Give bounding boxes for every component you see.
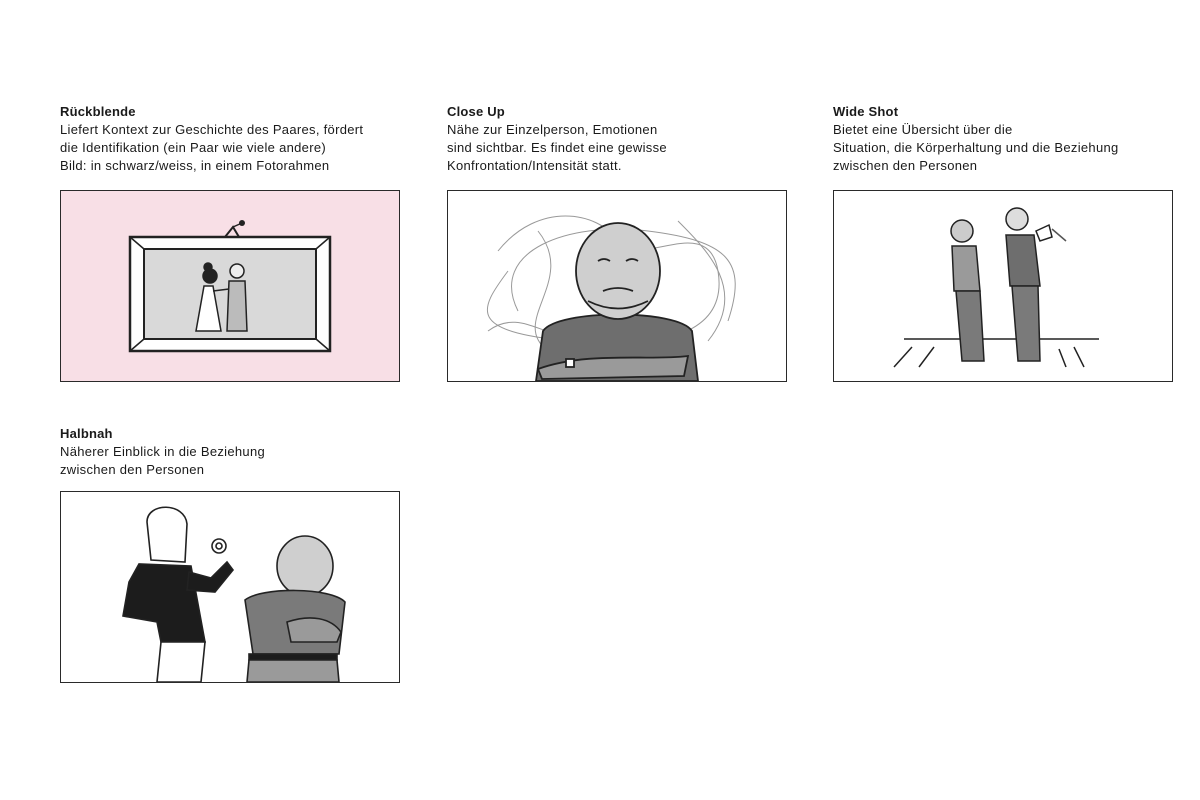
- description-line: Bild: in schwarz/weiss, in einem Fotorahmen: [60, 158, 330, 173]
- panel-title: Halbnah: [60, 426, 113, 441]
- storyboard-panel-rueckblende: [60, 103, 400, 175]
- wristwatch: [566, 359, 574, 367]
- man-portrait: [536, 223, 698, 381]
- panel-title: Rückblende: [60, 104, 136, 119]
- sketch-frame-flashback: [60, 190, 400, 382]
- panel-description: [60, 443, 400, 479]
- framed-photo-illustration: [61, 191, 399, 381]
- man-right: [1006, 208, 1066, 361]
- head: [277, 536, 333, 596]
- man-left: [951, 220, 984, 361]
- hair: [147, 507, 187, 562]
- description-line: Näherer Einblick in die Beziehung: [60, 444, 266, 459]
- floor-lines: [894, 339, 1099, 367]
- medium-shot-illustration: [61, 492, 399, 682]
- wide-shot-illustration: [834, 191, 1172, 381]
- panel-title: Wide Shot: [833, 104, 899, 119]
- description-line: Konfrontation/Intensität statt.: [447, 158, 622, 173]
- description-line: Nähe zur Einzelperson, Emotionen: [447, 122, 658, 137]
- sketch-frame-wide-shot: [833, 190, 1173, 382]
- close-up-illustration: [448, 191, 786, 381]
- storyboard-panel-close-up: [447, 103, 787, 175]
- sketch-frame-halbnah: [60, 491, 400, 683]
- description-line: die Identifikation (ein Paar wie viele andere): [60, 140, 326, 155]
- description-line: Liefert Kontext zur Geschichte des Paares, fördert: [60, 122, 364, 137]
- man-figure: [245, 536, 345, 682]
- panel-description: [447, 121, 787, 175]
- trousers: [247, 660, 339, 682]
- description-line: Bietet eine Übersicht über die: [833, 122, 1013, 137]
- panel-description: [60, 121, 400, 175]
- description-line: Situation, die Körperhaltung und die Beziehung: [833, 140, 1119, 155]
- raised-arm: [187, 562, 233, 592]
- storyboard-panel-wide-shot: [833, 103, 1173, 175]
- panel-title: Close Up: [447, 104, 505, 119]
- description-line: zwischen den Personen: [60, 462, 205, 477]
- woman-figure: [123, 507, 233, 682]
- cup: [1036, 225, 1052, 241]
- storyboard-panel-halbnah: [60, 425, 400, 479]
- sketch-frame-close-up: [447, 190, 787, 382]
- head: [576, 223, 660, 319]
- panel-description: [833, 121, 1173, 175]
- description-line: zwischen den Personen: [833, 158, 978, 173]
- belt: [249, 654, 337, 660]
- description-line: sind sichtbar. Es findet eine gewisse: [447, 140, 667, 155]
- lower-body: [157, 642, 205, 682]
